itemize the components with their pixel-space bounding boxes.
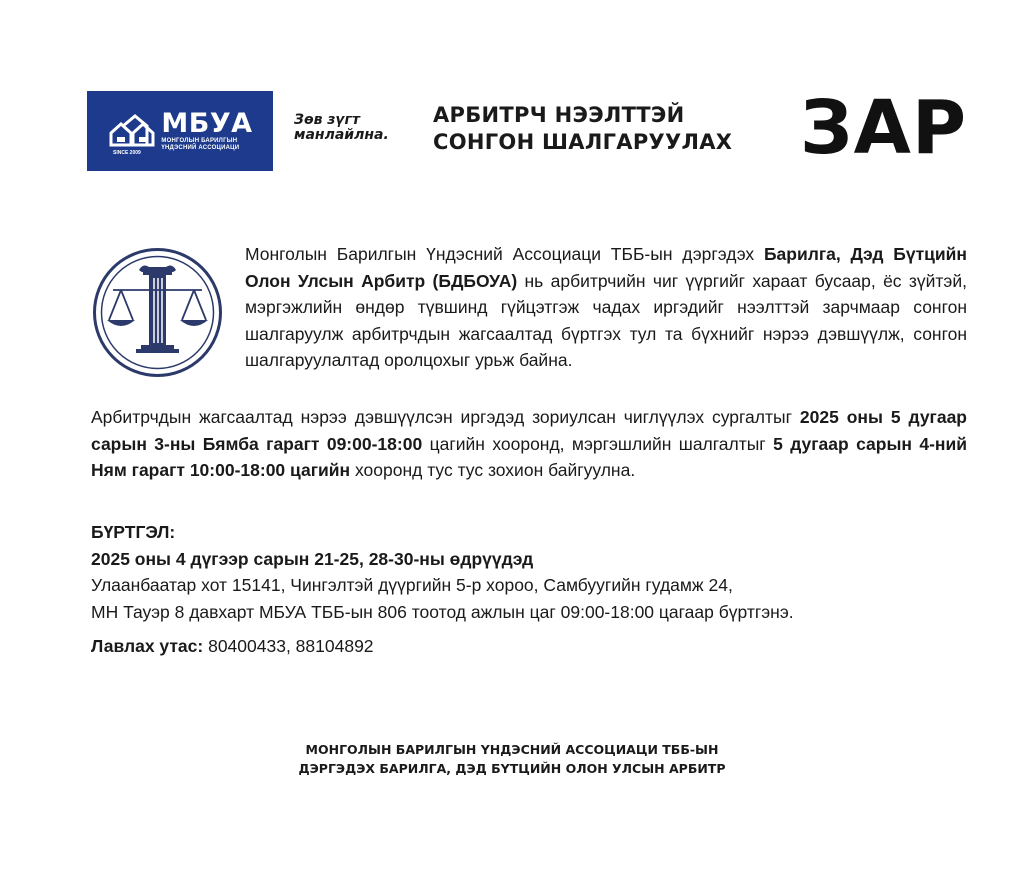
registration-dates: 2025 оны 4 дүгээр сарын 21-25, 28-30-ны өдрүүдэд (91, 548, 534, 569)
headline-line-1: АРБИТРЧ НЭЭЛТТЭЙ (433, 103, 685, 127)
footer-line-2: ДЭРГЭДЭХ БАРИЛГА, ДЭД БҮТЦИЙН ОЛОН УЛСЫН АРБИТР (298, 761, 726, 776)
registration-address-1: Улаанбаатар хот 15141, Чингэлтэй дүүргийн 5-р хороо, Самбуугийн гудамж 24, (91, 575, 733, 595)
buildings-logo-icon (107, 113, 157, 149)
schedule-text-2: цагийн хооронд, мэргэшлийн шалгалтыг (422, 433, 774, 454)
footer-organization (0, 740, 1024, 778)
intro-paragraph (245, 241, 967, 374)
arbitration-name: Барилга, Дэд Бүтцийн Олон Улсын Арбитр (БДБОУА) (245, 244, 968, 291)
schedule-paragraph (91, 404, 967, 484)
headline (433, 102, 732, 156)
footer-line-1: МОНГОЛЫН БАРИЛГЫН ҮНДЭСНИЙ АССОЦИАЦИ ТББ-ЫН (305, 742, 719, 757)
registration-heading: БҮРТГЭЛ: (91, 522, 176, 542)
schedule-text-1: Арбитрчдын жагсаалтад нэрээ дэвшүүлсэн иргэдэд зориулсан чиглүүлэх сургалтыг (91, 407, 800, 427)
headline-line-2: СОНГОН ШАЛГАРУУЛАХ (433, 130, 733, 154)
contact-numbers: 80400433, 88104892 (203, 636, 374, 656)
registration-section (91, 519, 991, 625)
training-date: 2025 оны 5 дугаар сарын 3-ны Бямба гарагт 09:00-18:00 (91, 407, 967, 454)
mbua-logo (87, 91, 273, 171)
exam-date: 5 дугаар сарын 4-ний Ням гарагт 10:00-18:00 цагийн (91, 433, 967, 480)
scales-of-justice-icon (91, 246, 224, 379)
logo-subtitle-1: МОНГОЛЫН БАРИЛГЫН (161, 138, 238, 144)
slogan (294, 113, 414, 143)
logo-subtitle-2: ҮНДЭСНИЙ АССОЦИАЦИ (161, 145, 240, 151)
intro-text-1: Монголын Барилгын Үндэсний Ассоциаци ТББ-ын дэргэдэх (245, 244, 764, 264)
slogan-line-2: манлайлна. (294, 127, 389, 143)
intro-text-2: нь арбитрчийн чиг үүргийг хараат бусаар, ёс зүйтэй, мэргэжлийн өндөр түвшинд гүйцэтгэж чадах иргэдийг нээлттэй зарчмаар сонгон шалгаруулж арбитрчдын жагсаалтад бүртгэх тул та бүхнийг нэрээ дэвшүүлж, сонгон шалгаруулалтад оролцохыг урьж байна. (245, 270, 967, 370)
schedule-text-3: хооронд тус тус зохион байгуулна. (350, 460, 636, 480)
contact-label: Лавлах утас: (91, 636, 204, 656)
logo-since: SINCE 2009 (113, 150, 141, 156)
registration-address-2: МН Тауэр 8 давхарт МБУА ТББ-ын 806 тоотод ажлын цаг 09:00-18:00 цагаар бүртгэнэ. (91, 601, 794, 622)
slogan-line-1: Зөв зүгт (294, 112, 360, 128)
contact-phone (91, 633, 791, 660)
headline-big-word: ЗАР (800, 85, 968, 171)
logo-brand: МБУА (161, 108, 253, 139)
